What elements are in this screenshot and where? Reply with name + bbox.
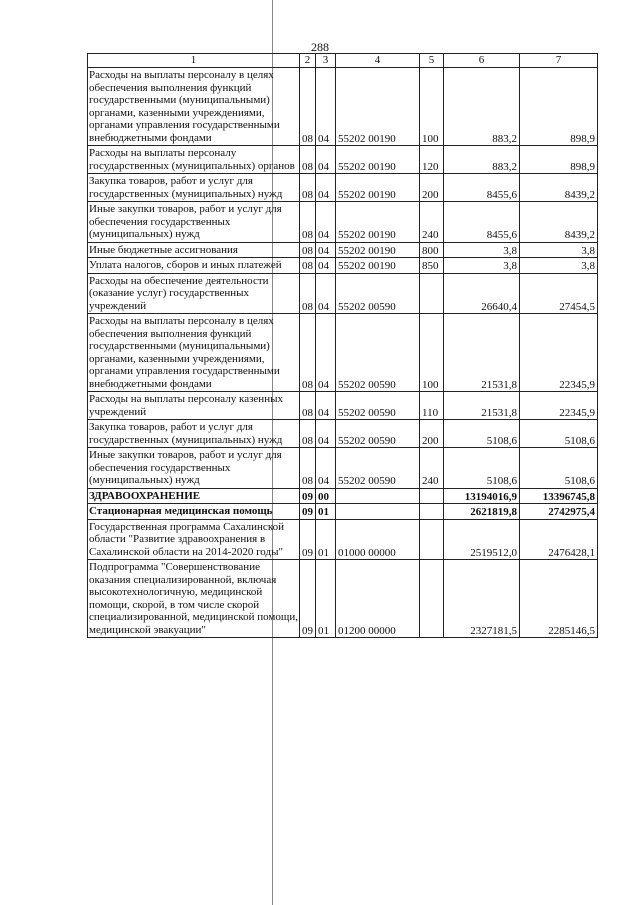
col-header: 5 — [420, 54, 444, 68]
row-amount-col6: 8455,6 — [444, 174, 520, 202]
table-row — [88, 560, 598, 638]
row-amount-col6: 5108,6 — [444, 448, 520, 489]
col-header: 4 — [336, 54, 420, 68]
row-section: 08 — [300, 448, 316, 489]
row-expense-type: 120 — [420, 146, 444, 174]
row-name: Уплата налогов, сборов и иных платежей — [88, 258, 300, 274]
row-subsection: 04 — [316, 448, 336, 489]
row-subsection: 04 — [316, 174, 336, 202]
row-target-article: 01000 00000 — [336, 519, 420, 560]
row-amount-col7: 3,8 — [520, 258, 598, 274]
row-amount-col6: 2519512,0 — [444, 519, 520, 560]
row-target-article: 55202 00190 — [336, 258, 420, 274]
row-subsection: 04 — [316, 392, 336, 420]
row-amount-col7: 8439,2 — [520, 174, 598, 202]
row-section: 08 — [300, 258, 316, 274]
row-name: Расходы на выплаты персоналу казенных учреждений — [88, 392, 300, 420]
col-header: 6 — [444, 54, 520, 68]
row-amount-col7: 898,9 — [520, 68, 598, 146]
row-target-article — [336, 488, 420, 504]
row-amount-col7: 27454,5 — [520, 273, 598, 314]
row-section: 08 — [300, 273, 316, 314]
row-subsection: 00 — [316, 488, 336, 504]
table-row — [88, 420, 598, 448]
row-amount-col7: 5108,6 — [520, 448, 598, 489]
row-target-article: 55202 00590 — [336, 314, 420, 392]
row-amount-col7: 5108,6 — [520, 420, 598, 448]
row-section: 08 — [300, 314, 316, 392]
row-amount-col6: 21531,8 — [444, 314, 520, 392]
row-expense-type: 240 — [420, 448, 444, 489]
row-target-article: 55202 00190 — [336, 242, 420, 258]
row-expense-type — [420, 273, 444, 314]
table-row — [88, 258, 598, 274]
row-section: 09 — [300, 560, 316, 638]
row-target-article: 55202 00190 — [336, 174, 420, 202]
row-subsection: 01 — [316, 519, 336, 560]
row-name: Стационарная медицинская помощь — [88, 504, 300, 520]
row-section: 08 — [300, 68, 316, 146]
row-amount-col7: 8439,2 — [520, 202, 598, 243]
row-subsection: 04 — [316, 242, 336, 258]
row-amount-col6: 883,2 — [444, 68, 520, 146]
table-row — [88, 448, 598, 489]
row-name: Подпрограмма "Совершенствование оказания специализированной, включая высокотехнологичную, медицинской помощи, скорой, в том числе скорой специализированной, медицинской помощи, медицинской эвакуации" — [89, 561, 298, 636]
row-subsection: 01 — [316, 504, 336, 520]
row-name: Иные закупки товаров, работ и услуг для обеспечения государственных (муниципальных) нужд — [88, 448, 300, 489]
row-section: 09 — [300, 519, 316, 560]
row-section: 08 — [300, 392, 316, 420]
row-section: 08 — [300, 202, 316, 243]
row-amount-col6: 13194016,9 — [444, 488, 520, 504]
row-amount-col7: 898,9 — [520, 146, 598, 174]
row-name: Закупка товаров, работ и услуг для государственных (муниципальных) нужд — [88, 174, 300, 202]
row-target-article: 01200 00000 — [336, 560, 420, 638]
row-expense-type: 800 — [420, 242, 444, 258]
row-amount-col7: 2285146,5 — [520, 560, 598, 638]
table-row — [88, 314, 598, 392]
table-row — [88, 68, 598, 146]
row-amount-col7: 22345,9 — [520, 314, 598, 392]
row-section: 08 — [300, 146, 316, 174]
row-name: Иные закупки товаров, работ и услуг для обеспечения государственных (муниципальных) нужд — [88, 202, 300, 243]
row-expense-type: 240 — [420, 202, 444, 243]
row-name: Расходы на обеспечение деятельности (оказание услуг) государственных учреждений — [88, 273, 300, 314]
table-row — [88, 146, 598, 174]
row-expense-type: 110 — [420, 392, 444, 420]
row-section: 08 — [300, 242, 316, 258]
row-section: 09 — [300, 488, 316, 504]
row-name: Расходы на выплаты персоналу государственных (муниципальных) органов — [88, 146, 300, 174]
row-subsection: 04 — [316, 68, 336, 146]
row-amount-col7: 2476428,1 — [520, 519, 598, 560]
table-row — [88, 242, 598, 258]
row-section: 08 — [300, 174, 316, 202]
row-expense-type: 100 — [420, 314, 444, 392]
row-name: ЗДРАВООХРАНЕНИЕ — [88, 488, 300, 504]
table-row — [88, 202, 598, 243]
row-subsection: 04 — [316, 273, 336, 314]
col-header: 2 — [300, 54, 316, 68]
row-expense-type — [420, 519, 444, 560]
row-name: Расходы на выплаты персоналу в целях обеспечения выполнения функций государственными (муниципальными) органами, казенными учреждениями, органами управления государственными внебюджетными фондами — [88, 68, 300, 146]
row-target-article — [336, 504, 420, 520]
budget-table — [87, 53, 598, 638]
row-section: 09 — [300, 504, 316, 520]
table-row — [88, 174, 598, 202]
row-amount-col6: 21531,8 — [444, 392, 520, 420]
row-target-article: 55202 00190 — [336, 68, 420, 146]
row-name: Государственная программа Сахалинской области "Развитие здравоохранения в Сахалинской области на 2014-2020 годы" — [88, 519, 300, 560]
row-amount-col7: 3,8 — [520, 242, 598, 258]
table-row — [88, 504, 598, 520]
col-header: 7 — [520, 54, 598, 68]
row-amount-col6: 5108,6 — [444, 420, 520, 448]
row-name: Иные бюджетные ассигнования — [88, 242, 300, 258]
row-name: Расходы на выплаты персоналу в целях обеспечения выполнения функций государственными (муниципальными) органами, казенными учреждениями, органами управления государственными внебюджетными фондами — [88, 314, 300, 392]
table-row — [88, 392, 598, 420]
row-expense-type: 200 — [420, 420, 444, 448]
row-subsection: 04 — [316, 146, 336, 174]
row-expense-type — [420, 560, 444, 638]
row-target-article: 55202 00590 — [336, 273, 420, 314]
row-amount-col6: 883,2 — [444, 146, 520, 174]
table-row — [88, 273, 598, 314]
row-amount-col7: 2742975,4 — [520, 504, 598, 520]
row-expense-type — [420, 488, 444, 504]
row-amount-col6: 3,8 — [444, 242, 520, 258]
row-target-article: 55202 00190 — [336, 146, 420, 174]
row-subsection: 04 — [316, 202, 336, 243]
row-subsection: 01 — [316, 560, 336, 638]
col-header: 3 — [316, 54, 336, 68]
page-number: 288 — [311, 40, 329, 54]
row-target-article: 55202 00190 — [336, 202, 420, 243]
row-expense-type: 200 — [420, 174, 444, 202]
row-name: Закупка товаров, работ и услуг для государственных (муниципальных) нужд — [88, 420, 300, 448]
table-row — [88, 519, 598, 560]
row-amount-col6: 8455,6 — [444, 202, 520, 243]
row-section: 08 — [300, 420, 316, 448]
row-amount-col6: 3,8 — [444, 258, 520, 274]
header-row — [88, 54, 598, 68]
row-amount-col6: 2621819,8 — [444, 504, 520, 520]
row-expense-type — [420, 504, 444, 520]
row-target-article: 55202 00590 — [336, 392, 420, 420]
row-target-article: 55202 00590 — [336, 448, 420, 489]
row-expense-type: 850 — [420, 258, 444, 274]
table-row — [88, 488, 598, 504]
row-subsection: 04 — [316, 258, 336, 274]
row-target-article: 55202 00590 — [336, 420, 420, 448]
row-amount-col6: 2327181,5 — [444, 560, 520, 638]
row-amount-col7: 13396745,8 — [520, 488, 598, 504]
row-amount-col7: 22345,9 — [520, 392, 598, 420]
row-amount-col6: 26640,4 — [444, 273, 520, 314]
row-subsection: 04 — [316, 314, 336, 392]
row-subsection: 04 — [316, 420, 336, 448]
col-header: 1 — [88, 54, 300, 68]
row-expense-type: 100 — [420, 68, 444, 146]
